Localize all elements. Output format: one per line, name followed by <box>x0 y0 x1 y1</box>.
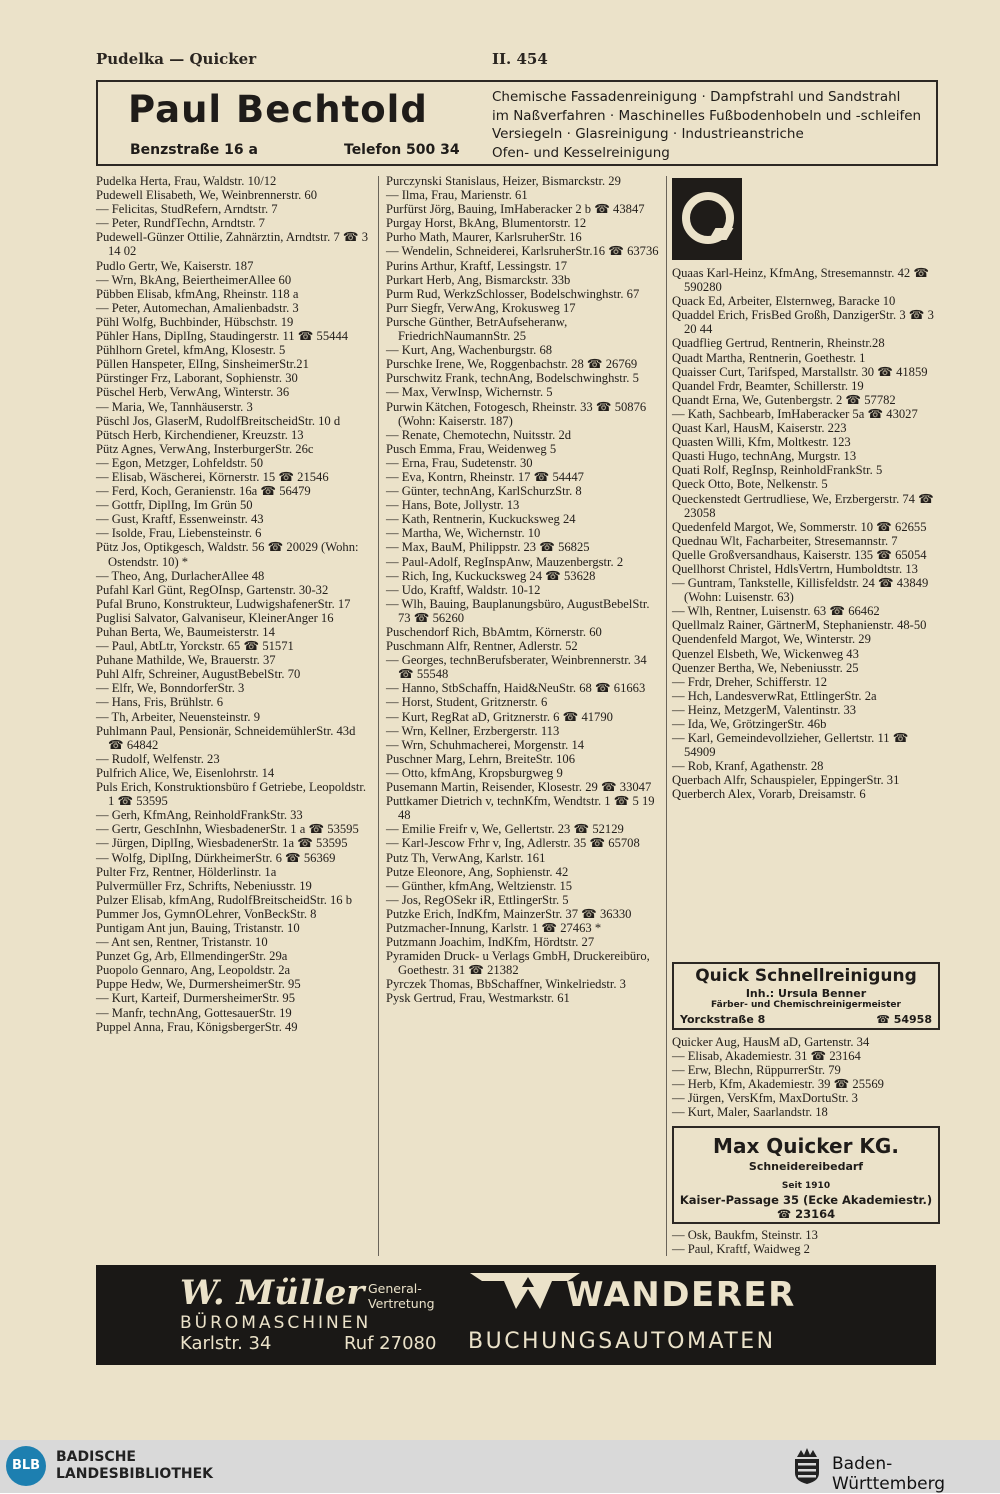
directory-entry: Quedenfeld Margot, We, Sommerstr. 10 ☎ 62655 <box>672 519 927 534</box>
ad-subtitle: BÜROMASCHINEN <box>180 1313 372 1333</box>
ad-phone: ☎ 54958 <box>876 1013 932 1026</box>
ad-since: Seit 1910 <box>781 1181 831 1191</box>
directory-entry: — Gertr, GeschInhn, WiesbadenerStr. 1 a ☎ 53595 <box>96 822 359 837</box>
directory-entry: — Heinz, MetzgerM, Valentinstr. 33 <box>672 702 857 717</box>
directory-entry: Purm Rud, WerkzSchlosser, Bodelschwinghstr. 67 <box>386 286 640 301</box>
directory-entry: Pursche Günther, BetrAufseheranw, FriedrichNaumannStr. 25 <box>386 314 568 344</box>
directory-entry: Purczynski Stanislaus, Heizer, Bismarckstr. 29 <box>386 174 621 188</box>
directory-entry: Quasti Hugo, technAng, Murgstr. 13 <box>672 449 857 464</box>
directory-entry: Puhl Alfr, Schreiner, AugustBebelStr. 70 <box>96 667 301 682</box>
directory-entry: Quendenfeld Margot, We, Winterstr. 29 <box>672 632 871 647</box>
quick-schnellreinigung-ad <box>672 962 940 1030</box>
directory-entry: Quandt Erna, We, Gutenbergstr. 2 ☎ 57782 <box>672 392 896 407</box>
directory-entry: Quaisser Curt, Tarifsped, Marstallstr. 30 ☎ 41859 <box>672 364 928 379</box>
directory-entry: — Felicitas, StudRefern, Arndtstr. 7 <box>96 202 278 217</box>
directory-entry: Quenzel Elsbeth, We, Wickenweg 43 <box>672 646 859 661</box>
directory-entry: — Maria, We, Tannhäuserstr. 3 <box>96 399 253 414</box>
directory-entry: — Kurt, Karteif, DurmersheimerStr. 95 <box>96 991 296 1006</box>
directory-entry: Quandel Frdr, Beamter, Schillerstr. 19 <box>672 378 864 393</box>
directory-entry: — Renate, Chemotechn, Nuitsstr. 2d <box>386 427 572 442</box>
directory-entry: — Eva, Kontrn, Rheinstr. 17 ☎ 54447 <box>386 469 584 484</box>
directory-entry: — Elfr, We, BonndorferStr. 3 <box>96 681 245 696</box>
page-number: II. 454 <box>492 50 548 68</box>
directory-entry: Purkart Herb, Ang, Bismarckstr. 33b <box>386 272 571 287</box>
column-3-quicker-entries <box>672 1035 942 1120</box>
state-name[interactable]: Baden-Württemberg <box>832 1454 946 1494</box>
directory-entry: Püschl Jos, GlaserM, RudolfBreitscheidStr. 10 d <box>96 413 341 428</box>
directory-entry: — Elisab, Akademiestr. 31 ☎ 23164 <box>672 1049 861 1064</box>
library-name[interactable] <box>56 1449 213 1483</box>
directory-entry: Puls Erich, Konstruktionsbüro f Getriebe, Leopoldstr. 1 ☎ 53595 <box>96 780 367 809</box>
directory-entry: — Hans, Fris, Brühlstr. 6 <box>96 695 223 710</box>
ad-services <box>492 88 921 162</box>
directory-entry: Quadt Martha, Rentnerin, Goethestr. 1 <box>672 350 866 365</box>
directory-entry: Puntigam Ant jun, Bauing, Tristanstr. 10 <box>96 920 300 935</box>
directory-entry: Purwin Kätchen, Fotogesch, Rheinstr. 33 ☎ 50876 (Wohn: Kaiserstr. 187) <box>386 399 647 428</box>
directory-entry: Pudelka Herta, Frau, Waldstr. 10/12 <box>96 174 277 188</box>
ad-product: BUCHUNGSAUTOMATEN <box>468 1329 776 1354</box>
directory-entry: Puppel Anna, Frau, KönigsbergerStr. 49 <box>96 1019 298 1034</box>
directory-entry: Queck Otto, Bote, Nelkenstr. 5 <box>672 477 828 492</box>
directory-entry: Pübben Elisab, kfmAng, Rheinstr. 118 a <box>96 286 299 301</box>
directory-entry: Pyrczek Thomas, BbSchaffner, Winkelriedstr. 3 <box>386 977 626 992</box>
directory-entry: Quellhorst Christel, HdlsVertrn, Humboldtstr. 13 <box>672 561 918 576</box>
blb-logo-icon[interactable]: BLB <box>6 1446 46 1486</box>
directory-entry: — Wolfg, DiplIng, DürkheimerStr. 6 ☎ 56369 <box>96 850 336 865</box>
ad-owner: Inh.: Ursula Benner <box>745 987 867 1000</box>
ad-phone: Telefon 500 34 <box>344 142 460 158</box>
directory-entry: — Paul, Kraftf, Waidweg 2 <box>672 1242 810 1257</box>
directory-entry: — Wrn, Kellner, Erzbergerstr. 113 <box>386 723 560 738</box>
directory-entry: — Herb, Kfm, Akademiestr. 39 ☎ 25569 <box>672 1077 884 1092</box>
ad-address: Kaiser-Passage 35 (Ecke Akademiestr.) ☎ 23164 <box>679 1193 933 1221</box>
directory-entry: Puhlmann Paul, Pensionär, SchneidemühlerStr. 43d ☎ 64842 <box>96 723 356 752</box>
ad-gen-line: Vertretung <box>368 1296 435 1311</box>
directory-entry: Putze Eleonore, Ang, Sophienstr. 42 <box>386 864 569 879</box>
ad-address: Karlstr. 34 <box>180 1333 272 1354</box>
directory-entry: Puhan Berta, We, Baumeisterstr. 14 <box>96 625 275 639</box>
library-name-line: LANDESBIBLIOTHEK <box>56 1466 214 1482</box>
column-divider <box>666 176 667 1256</box>
directory-entry: — Gust, Kraftf, Essenweinstr. 43 <box>96 512 264 527</box>
directory-entry: — Rich, Ing, Kuckucksweg 24 ☎ 53628 <box>386 568 596 583</box>
directory-entry: — Paul, AbtLtr, Yorckstr. 65 ☎ 51571 <box>96 639 294 654</box>
directory-entry: — Jürgen, DiplIng, WiesbadenerStr. 1a ☎ 53595 <box>96 836 348 851</box>
directory-entry: Pysk Gertrud, Frau, Westmarkstr. 61 <box>386 991 570 1006</box>
directory-entry: — Wrn, BkAng, BeiertheimerAllee 60 <box>96 272 292 287</box>
directory-entry: — Peter, RundfTechn, Arndtstr. 7 <box>96 216 265 231</box>
ad-title: Quick Schnellreinigung <box>695 966 917 986</box>
directory-entry: — Georges, technBerufsberater, Weinbrennerstr. 34 ☎ 55548 <box>386 653 647 682</box>
directory-entry: — Theo, Ang, DurlacherAllee 48 <box>96 568 265 583</box>
directory-entry: Quellmalz Rainer, GärtnerM, Stephanienstr. 48-50 <box>672 618 927 633</box>
directory-entry: — Karl, Gemeindevollzieher, Gellertstr. 11 ☎ 54909 <box>672 731 909 760</box>
directory-entry: — Erw, Blechn, RüppurrerStr. 79 <box>672 1063 841 1078</box>
directory-entry: — Jos, RegOSekr iR, EttlingerStr. 5 <box>386 892 569 907</box>
directory-entry: Puppe Hedw, We, DurmersheimerStr. 95 <box>96 977 301 992</box>
directory-entry: — Kath, Sachbearb, ImHaberacker 5a ☎ 43027 <box>672 406 918 421</box>
directory-entry: — Karl-Jescow Frhr v, Ing, Adlerstr. 35 ☎ 65708 <box>386 836 640 851</box>
directory-entry: Querbach Alfr, Schauspieler, EppingerStr. 31 <box>672 773 900 788</box>
directory-entry: Pühler Hans, DiplIng, Staudingerstr. 11 ☎ 55444 <box>96 329 349 344</box>
directory-entry: Putzmacher-Innung, Karlstr. 1 ☎ 27463 * <box>386 920 602 935</box>
ad-street: Yorckstraße 8 <box>680 1013 766 1026</box>
directory-entry: Purho Math, Maurer, KarlsruherStr. 16 <box>386 230 582 245</box>
footer-bar <box>0 1440 1000 1493</box>
ad-subtitle: Schneidereibedarf <box>748 1160 864 1173</box>
directory-entry: Pyramiden Druck- u Verlags GmbH, Druckereibüro, Goethestr. 31 ☎ 21382 <box>386 949 650 978</box>
directory-entry: — Wlh, Rentner, Luisenstr. 63 ☎ 66462 <box>672 604 880 619</box>
directory-entry: — Erna, Frau, Sudetenstr. 30 <box>386 455 533 470</box>
directory-entry: Purschke Irene, We, Roggenbachstr. 28 ☎ 26769 <box>386 357 638 372</box>
directory-entry: Quelle Großversandhaus, Kaiserstr. 135 ☎ 65054 <box>672 547 927 562</box>
directory-entry: Pufal Bruno, Konstrukteur, LudwigshafenerStr. 17 <box>96 596 351 611</box>
directory-entry: Pühl Wolfg, Buchbinder, Hübschstr. 19 <box>96 314 294 329</box>
directory-entry: Putzke Erich, IndKfm, MainzerStr. 37 ☎ 36330 <box>386 906 632 921</box>
wanderer-advertisement <box>96 1265 936 1365</box>
ad-subtitle: Färber- und Chemischreinigermeister <box>711 1000 901 1010</box>
directory-entry: Purr Siegfr, VerwAng, Krokusweg 17 <box>386 300 576 315</box>
directory-entry: — Isolde, Frau, Liebensteinstr. 6 <box>96 526 262 541</box>
ad-gen-line: General- <box>368 1281 422 1296</box>
directory-entry: Pummer Jos, GymnOLehrer, VonBeckStr. 8 <box>96 906 317 921</box>
directory-entry: Purgay Horst, BkAng, Blumentorstr. 12 <box>386 216 587 231</box>
directory-entry: Puschmann Alfr, Rentner, Adlerstr. 52 <box>386 639 578 654</box>
directory-entry: — Günther, kfmAng, Weltzienstr. 15 <box>386 878 573 893</box>
ad-general-agency <box>368 1281 435 1311</box>
column-1 <box>96 174 372 1034</box>
directory-entry: — Max, VerwInsp, Wichernstr. 5 <box>386 385 553 400</box>
directory-entry: Punzet Gg, Arb, EllmendingerStr. 29a <box>96 949 288 964</box>
ad-phone: Ruf 27080 <box>344 1333 437 1354</box>
directory-entry: — Hanno, StbSchaffn, Haid&NeuStr. 68 ☎ 61663 <box>386 681 646 696</box>
directory-entry: — Wendelin, Schneiderei, KarlsruherStr.16 ☎ 63736 <box>386 244 659 259</box>
directory-entry: Pütz Jos, Optikgesch, Waldstr. 56 ☎ 20029 (Wohn: Ostendstr. 10) * <box>96 540 359 569</box>
directory-entry: Purfürst Jörg, Bauing, ImHaberacker 2 b ☎ 43847 <box>386 202 645 217</box>
directory-entry: — Frdr, Dreher, Schifferstr. 12 <box>672 674 828 689</box>
directory-entry: — Kurt, Maler, Saarlandstr. 18 <box>672 1105 828 1120</box>
directory-entry: Puopolo Gennaro, Ang, Leopoldstr. 2a <box>96 963 291 978</box>
directory-entry: — Horst, Student, Gritznerstr. 6 <box>386 695 548 710</box>
directory-entry: — Rob, Kranf, Agathenstr. 28 <box>672 759 824 774</box>
directory-entry: — Peter, Automechan, Amalienbadstr. 3 <box>96 300 299 315</box>
directory-entry: — Kurt, RegRat aD, Gritznerstr. 6 ☎ 41790 <box>386 709 613 724</box>
library-name-line: BADISCHE <box>56 1449 136 1465</box>
column-2 <box>386 174 662 1006</box>
directory-entry: Pulzer Elisab, kfmAng, RudolfBreitscheidStr. 16 b <box>96 892 353 907</box>
directory-entry: Queckenstedt Gertrudliese, We, Erzbergerstr. 74 ☎ 23058 <box>672 491 934 520</box>
directory-entry: — Ilma, Frau, Marienstr. 61 <box>386 188 528 203</box>
column-3-end-entries <box>672 1228 942 1256</box>
directory-entry: Pudewell-Günzer Ottilie, Zahnärztin, Arndtstr. 7 ☎ 3 14 02 <box>96 230 369 259</box>
directory-entry: Puschendorf Rich, BbAmtm, Körnerstr. 60 <box>386 625 602 639</box>
ad-brand: WANDERER <box>566 1275 796 1315</box>
column-3-q-entries <box>672 266 942 802</box>
letter-q-icon <box>672 178 742 260</box>
directory-entry: Quack Ed, Arbeiter, Elsternweg, Baracke 10 <box>672 294 896 309</box>
directory-entry: Püschel Herb, VerwAng, Winterstr. 36 <box>96 385 290 400</box>
max-quicker-ad <box>672 1126 940 1224</box>
directory-entry: — Ant sen, Rentner, Tristanstr. 10 <box>96 935 268 950</box>
directory-entry: Quadflieg Gertrud, Rentnerin, Rheinstr.28 <box>672 336 885 351</box>
directory-entry: — Otto, kfmAng, Kropsburgweg 9 <box>386 765 563 780</box>
directory-entry: — Udo, Kraftf, Waldstr. 10-12 <box>386 582 541 597</box>
directory-entry: Pütsch Herb, Kirchendiener, Kreuzstr. 13 <box>96 427 304 442</box>
directory-entry: Purins Arthur, Kraftf, Lessingstr. 17 <box>386 258 568 273</box>
wanderer-w-icon <box>470 1271 580 1315</box>
ad-street: Benzstraße 16 a <box>130 142 258 158</box>
directory-entry: — Wlh, Bauing, Bauplanungsbüro, AugustBebelStr. 73 ☎ 56260 <box>386 596 650 625</box>
directory-entry: Puhane Mathilde, We, Brauerstr. 37 <box>96 653 276 668</box>
directory-entry: Puglisi Salvator, Galvaniseur, KleinerAnger 16 <box>96 610 334 625</box>
directory-entry: Quast Karl, HausM, Kaiserstr. 223 <box>672 421 847 436</box>
directory-entry: Quaddel Erich, FrisBed Großh, DanzigerStr. 3 ☎ 3 20 44 <box>672 308 934 337</box>
directory-entry: Quicker Aug, HausM aD, Gartenstr. 34 <box>672 1035 870 1049</box>
directory-entry: — Günter, technAng, KarlSchurzStr. 8 <box>386 484 582 499</box>
directory-entry: — Guntram, Tankstelle, Killisfeldstr. 24 ☎ 43849 (Wohn: Luisenstr. 63) <box>672 576 929 605</box>
directory-entry: Püllen Hanspeter, ElIng, SinsheimerStr.21 <box>96 357 309 372</box>
directory-entry: — Wrn, Schuhmacherei, Morgenstr. 14 <box>386 737 585 752</box>
column-divider <box>378 176 379 1256</box>
directory-entry: Quasten Willi, Kfm, Moltkestr. 123 <box>672 435 851 450</box>
ad-service-line: Ofen- und Kesselreinigung <box>492 144 670 161</box>
directory-entry: Pusemann Martin, Reisender, Klosestr. 29 ☎ 33047 <box>386 780 652 795</box>
directory-entry: — Osk, Baukfm, Steinstr. 13 <box>672 1228 818 1242</box>
directory-entry: — Paul-Adolf, RegInspAnw, Mauzenbergstr. 2 <box>386 554 624 569</box>
directory-entry: Putz Th, VerwAng, Karlstr. 161 <box>386 850 546 865</box>
directory-entry: Puschner Marg, Lehrn, BreiteStr. 106 <box>386 751 575 766</box>
directory-entry: — Jürgen, VersKfm, MaxDortuStr. 3 <box>672 1091 858 1106</box>
ad-service-line: im Naßverfahren · Maschinelles Fußbodenhobeln und -schleifen <box>492 107 922 124</box>
directory-entry: Purschwitz Frank, technAng, Bodelschwinghstr. 5 <box>386 371 639 386</box>
bechtold-advertisement <box>96 80 938 166</box>
directory-entry: — Manfr, technAng, GottesauerStr. 19 <box>96 1005 292 1020</box>
directory-entry: — Max, BauM, Philippstr. 23 ☎ 56825 <box>386 540 590 555</box>
directory-entry: — Gerh, KfmAng, ReinholdFrankStr. 33 <box>96 808 303 823</box>
directory-entry: — Rudolf, Welfenstr. 23 <box>96 751 220 766</box>
directory-entry: — Ferd, Koch, Geranienstr. 16a ☎ 56479 <box>96 484 311 499</box>
directory-entry: Pulvermüller Frz, Schrifts, Nebeniusstr. 19 <box>96 878 312 893</box>
directory-entry: — Egon, Metzger, Lohfeldstr. 50 <box>96 455 264 470</box>
directory-entry: — Kurt, Ang, Wachenburgstr. 68 <box>386 343 553 358</box>
directory-entry: Pütz Agnes, VerwAng, InsterburgerStr. 26c <box>96 441 314 456</box>
ad-address <box>680 1013 932 1026</box>
directory-entry: Pulter Frz, Rentner, Hölderlinstr. 1a <box>96 864 277 879</box>
directory-entry: Quati Rolf, RegInsp, ReinholdFrankStr. 5 <box>672 463 883 478</box>
ad-service-line: Versiegeln · Glasreinigung · Industrieanstriche <box>492 126 804 142</box>
directory-entry: Pufahl Karl Günt, RegOInsp, Gartenstr. 30-32 <box>96 582 329 597</box>
directory-entry: Pudlo Gertr, We, Kaiserstr. 187 <box>96 258 254 273</box>
directory-entry: — Th, Arbeiter, Neuensteinstr. 9 <box>96 709 261 724</box>
directory-entry: — Emilie Freifr v, We, Gellertstr. 23 ☎ 52129 <box>386 822 624 837</box>
directory-entry: — Hans, Bote, Jollystr. 13 <box>386 498 520 513</box>
directory-entry: Quenzer Bertha, We, Nebeniusstr. 25 <box>672 660 859 675</box>
directory-entry: Quednau Wlt, Facharbeiter, Stresemannstr. 7 <box>672 533 898 548</box>
directory-entry: — Elisab, Wäscherei, Körnerstr. 15 ☎ 21546 <box>96 469 329 484</box>
ad-title: Max Quicker KG. <box>713 1134 899 1158</box>
directory-entry: Quaas Karl-Heinz, KfmAng, Stresemannstr. 42 ☎ 590280 <box>672 266 930 295</box>
directory-entry: — Gottfr, DiplIng, Im Grün 50 <box>96 498 253 513</box>
ad-company-name: Paul Bechtold <box>128 88 428 131</box>
mueller-logo: W. Müller <box>180 1273 365 1313</box>
baden-wuerttemberg-crest-icon <box>792 1447 822 1485</box>
directory-entry: — Ida, We, GrötzingerStr. 46b <box>672 717 827 731</box>
directory-entry: Pusch Emma, Frau, Weidenweg 5 <box>386 441 557 456</box>
directory-entry: — Kath, Rentnerin, Kuckucksweg 24 <box>386 512 576 527</box>
directory-entry: — Martha, We, Wichernstr. 10 <box>386 526 541 541</box>
directory-entry: Puttkamer Dietrich v, technKfm, Wendtstr. 1 ☎ 5 19 48 <box>386 794 655 823</box>
directory-entry: Pühlhorn Gretel, kfmAng, Klosestr. 5 <box>96 343 286 358</box>
directory-entry: Pudewell Elisabeth, We, Weinbrennerstr. 60 <box>96 188 317 203</box>
directory-entry: Putzmann Joachim, IndKfm, Hördtstr. 27 <box>386 935 595 950</box>
directory-entry: Querberch Alex, Vorarb, Dreisamstr. 6 <box>672 787 866 802</box>
ad-service-line: Chemische Fassadenreinigung · Dampfstrahl und Sandstrahl <box>492 89 901 105</box>
directory-entry: — Hch, LandesverwRat, EttlingerStr. 2a <box>672 688 877 703</box>
running-header: Pudelka — Quicker <box>96 50 257 68</box>
directory-entry: Pulfrich Alice, We, Eisenlohrstr. 14 <box>96 765 275 780</box>
directory-entry: Pürstinger Frz, Laborant, Sophienstr. 30 <box>96 371 298 386</box>
